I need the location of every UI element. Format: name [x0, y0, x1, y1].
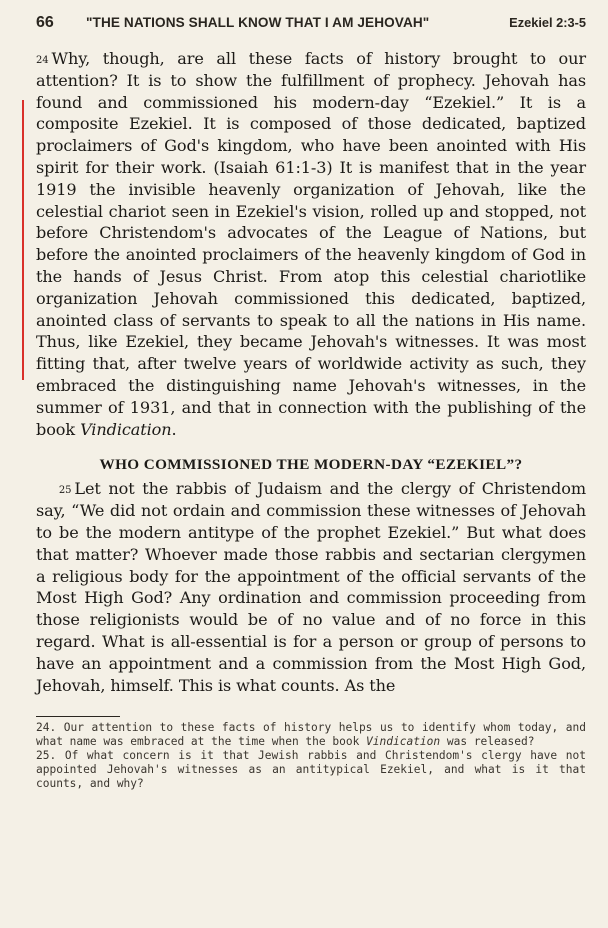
- paragraph-number: 25: [58, 485, 72, 497]
- scripture-reference: Ezekiel 2:3-5: [509, 15, 586, 30]
- paragraph-number: 24: [36, 55, 49, 66]
- paragraph-text: Let not the rabbis of Judaism and the clergy of Christendom say, “We did not ordain and commission these witnesses of Jehovah to be the modern antitype of the prophet Ezekiel.” But what does that matter? Whoever made those rabbis and sectarian clergymen a religious body for the appointment of the official servants of the Most High God? Any ordination and commission proceeding from those religionists would be of no value and of no force in this regard. What is all-essential is for a person or group of persons to have an appointment and a commission from the Most High God, Jehovah, himself. This is what counts. As the: [36, 479, 586, 695]
- paragraph-24: [36, 48, 586, 440]
- running-title: "THE NATIONS SHALL KNOW THAT I AM JEHOVAH": [86, 15, 430, 30]
- question-text-end: was released?: [440, 735, 535, 749]
- paragraph-end: .: [171, 419, 177, 439]
- margin-highlight-mark: [22, 100, 24, 380]
- study-question-24: [36, 721, 586, 749]
- page-number: 66: [36, 14, 54, 31]
- footnote-divider: [36, 716, 120, 717]
- question-book-title: Vindication: [366, 735, 441, 749]
- study-question-25: 25. Of what concern is it that Jewish rabbis and Christendom's clergy have not appointed Jehovah's witnesses as an antitypical Ezekiel, and what is it that counts, and why?: [36, 748, 586, 790]
- paragraph-text: Why, though, are all these facts of history brought to our attention? It is to show the fulfillment of prophecy. Jehovah has found and commissioned his modern-day “Ezekiel.” It is a composite Ezekiel. It is composed of those dedicated, baptized proclaimers of God's kingdom, who have been anointed with His spirit for their work. (Isaiah 61:1-3) It is manifest that in the year 1919 the invisible heavenly organization of Jehovah, like the celestial chariot seen in Ezekiel's vision, rolled up and stopped, not before Christendom's advocates of the League of Nations, but before the anointed proclaimers of the heavenly kingdom of God in the hands of Jesus Christ. From atop this celestial chariotlike organization Jehovah commissioned this dedicated, baptized, anointed class of servants to speak to all the nations in His name. Thus, like Ezekiel, they became Jehovah's witnesses. It was most fitting that, after twelve years of worldwide activity as such, they embraced the distinguishing name Jehovah's witnesses, in the summer of 1931, and that in connection with the publishing of the book: [36, 49, 586, 439]
- question-text: 24. Our attention to these facts of history helps us to identify whom today, and what name was embraced at the time when the book: [36, 721, 586, 749]
- paragraph-25: [36, 478, 586, 696]
- section-subheading: WHO COMMISSIONED THE MODERN-DAY “EZEKIEL”?: [99, 456, 523, 474]
- book-title: Vindication: [80, 419, 172, 439]
- study-questions: [36, 721, 586, 790]
- page-header: [36, 14, 586, 38]
